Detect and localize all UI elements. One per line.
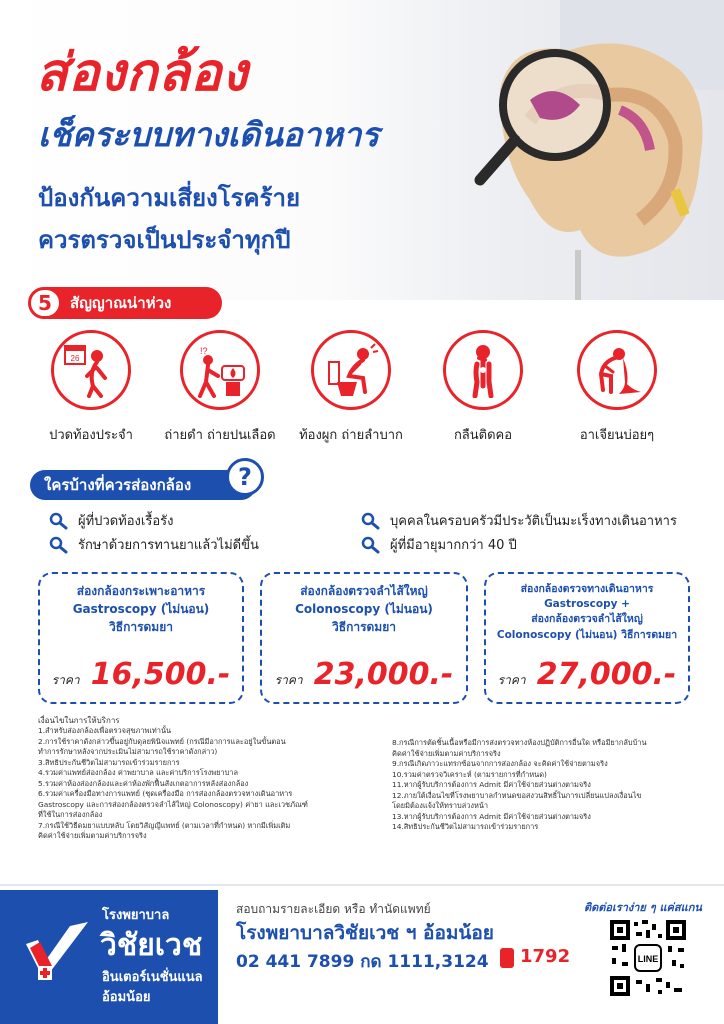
who-item — [360, 510, 677, 531]
condition-line: 10.รวมค่าตรวจวิเคราะห์ (ตามรายการที่กำหนด) — [392, 769, 547, 779]
symptom-item — [552, 330, 682, 445]
package-line: Colonoscopy (ไม่นอน) วิธีการดมยา — [496, 628, 678, 641]
condition-line: 4.รวมค่าแพทย์ส่องกล้อง ค่าพยาบาล และค่าบริการโรงพยาบาล — [38, 768, 238, 778]
question-mark-badge: ? — [226, 458, 264, 496]
line-qr-code[interactable] — [608, 918, 688, 998]
signs-banner — [30, 287, 222, 319]
constipation-icon — [311, 330, 391, 410]
symptom-item — [286, 330, 416, 445]
phone-number[interactable]: 02 441 7899 กด 1111,3124 — [236, 952, 489, 972]
condition-line: โดยมิต้องแจ้งให้ทราบล่วงหน้า — [392, 801, 489, 811]
package-line: ส่องกล้องกระเพาะอาหาร — [76, 584, 206, 598]
tagline-2: ควรตรวจเป็นประจำทุกปี — [38, 226, 291, 254]
scan-prompt: ติดต่อเราง่าย ๆ แค่สแกน — [584, 901, 702, 914]
main-title: ส่องกล้อง — [36, 43, 248, 103]
symptom-label: อาเจียนบ่อยๆ — [579, 428, 655, 443]
abdominal-pain-icon — [51, 330, 131, 410]
signs-number: 5 — [28, 287, 62, 319]
who-banner — [30, 470, 256, 500]
logo-text-4: อ้อมน้อย — [102, 990, 151, 1005]
package-card-colonoscopy — [260, 572, 468, 704]
conditions-right — [392, 738, 712, 833]
condition-line: 6.รวมค่าเครื่องมือทางการแพทย์ (ชุดเครื่องมือ การส่องกล้องตรวจทางเดินอาหาร — [38, 789, 293, 799]
who-title: ใครบ้างที่ควรส่องกล้อง — [44, 476, 192, 494]
who-item — [48, 510, 173, 531]
who-item-text: ผู้ที่มีอายุมากกว่า 40 ปี — [390, 538, 517, 553]
who-item-text: ผู้ที่ปวดท้องเรื้อรัง — [78, 514, 174, 529]
condition-line: 11.หากผู้รับบริการต้องการ Admit มีค่าใช้จ่ายส่วนต่างตามจริง — [392, 780, 591, 790]
phone-icon — [500, 948, 514, 968]
who-item — [48, 534, 259, 555]
condition-line: 3.สิทธิประกันชีวิตไม่สามารถเข้าร่วมรายการ — [38, 757, 180, 767]
price-value: 16,500.- — [90, 657, 231, 692]
symptom-item — [155, 330, 285, 445]
sub-title: เช็คระบบทางเดินอาหาร — [38, 115, 380, 154]
signs-title: สัญญาณน่าห่วง — [70, 294, 172, 312]
symptom-item — [418, 330, 548, 445]
price-label: ราคา — [497, 673, 526, 687]
condition-line: 14.สิทธิประกันชีวิตไม่สามารถเข้าร่วมรายการ — [392, 822, 539, 832]
package-line: ส่องกล้องตรวจลำไส้ใหญ่ — [531, 613, 643, 626]
price-label: ราคา — [274, 673, 303, 687]
condition-line: 7.กรณีใช้วิธีดมยาแบบหลับ โดยวิสัญญีแพทย์ (ตามเวลาที่กำหนด) หากมีเพิ่มเติม — [38, 820, 291, 830]
package-line: Gastroscopy (ไม่นอน) — [72, 602, 210, 616]
swallowing-difficulty-icon — [443, 330, 523, 410]
svg-text:!?: !? — [200, 346, 208, 356]
conditions-title: เงื่อนไขในการให้บริการ — [38, 716, 120, 725]
condition-line: 12.ภายใต้เงื่อนไขที่โรงพยาบาลกำหนดขอสงวนสิทธิ์ในการเปลี่ยนแปลงเงื่อนไข — [392, 790, 642, 800]
package-line: ส่องกล้องตรวจลำไส้ใหญ่ — [300, 584, 428, 598]
condition-line: 5.รวมค่าห้องส่องกล้องและค่าห้องพักฟื้นสังเกตอาการหลังส่องกล้อง — [38, 778, 249, 788]
price-label: ราคา — [51, 673, 80, 687]
package-line: Gastroscopy + — [544, 598, 630, 611]
magnifier-icon — [48, 536, 70, 554]
bloody-stool-icon — [180, 330, 260, 410]
symptom-label: ท้องผูก ถ่ายลำบาก — [299, 428, 403, 443]
hospital-name: โรงพยาบาลวิชัยเวช ฯ อ้อมน้อย — [236, 922, 494, 944]
inquiry-text: สอบถามรายละเอียด หรือ ทำนัดแพทย์ — [236, 902, 431, 916]
package-line: วิธีการดมยา — [109, 620, 173, 634]
checkmark-logo-icon — [22, 918, 92, 990]
magnifier-icon — [360, 536, 382, 554]
price-value: 27,000.- — [536, 657, 677, 692]
condition-line: คิดค่าใช้จ่ายเพิ่มตามค่าบริการจริง — [38, 831, 147, 841]
magnifier-icon — [360, 512, 382, 530]
logo-text-2: วิชัยเวช — [100, 928, 203, 963]
symptom-label: ปวดท้องประจำ — [49, 428, 133, 443]
condition-line: 13.หากผู้รับบริการต้องการ Admit มีค่าใช้จ่ายส่วนต่างตามจริง — [392, 811, 591, 821]
package-line: Colonoscopy (ไม่นอน) — [295, 602, 433, 616]
condition-line: คิดค่าใช้จ่ายเพิ่มตามค่าบริการจริง — [392, 748, 501, 758]
package-line: ส่องกล้องตรวจทางเดินอาหาร — [520, 583, 654, 595]
calendar-day: 26 — [70, 354, 80, 363]
who-item-text: รักษาด้วยการทานยาแล้วไม่ดีขึ้น — [78, 538, 259, 553]
condition-line: ที่ใช้ในการส่องกล้อง — [38, 810, 103, 820]
package-card-gastroscopy — [38, 572, 244, 704]
package-line: วิธีการดมยา — [332, 620, 396, 634]
symptom-label: ถ่ายดำ ถ่ายปนเลือด — [164, 428, 276, 443]
condition-line: 1.สำหรับส่องกล้องเพื่อตรวจสุขภาพเท่านั้น — [38, 726, 172, 735]
condition-line: 8.กรณีการตัดชิ้นเนื้อหรือมีการส่งตรวจทางห้องปฏิบัติการอื่นใด หรือมียากลับบ้าน — [392, 738, 647, 747]
logo-text-3: อินเตอร์เนชั่นแนล — [102, 970, 203, 985]
line-label: LINE — [637, 954, 659, 964]
tagline-1: ป้องกันความเสี่ยงโรคร้าย — [38, 184, 301, 212]
vomiting-icon — [577, 330, 657, 410]
magnifier-icon — [48, 512, 70, 530]
price-value: 23,000.- — [313, 657, 454, 692]
condition-line: 9.กรณีเกิดภาวะแทรกซ้อนจากการส่องกล้อง จะคิดค่าใช้จ่ายตามจริง — [392, 759, 608, 769]
colon-model-illustration — [470, 0, 724, 300]
condition-line: 2.การใช้ราคาดังกล่าวขึ้นอยู่กับดุลยพินิจแพทย์ (กรณีมีอาการและอยู่ในขั้นตอน — [38, 736, 286, 746]
condition-line: ทำการรักษาหลังจากประเมินไม่สามารถใช้ราคาดังกล่าว) — [38, 747, 218, 757]
symptom-label: กลืนติดคอ — [453, 428, 513, 443]
hotline-number[interactable]: 1792 — [520, 946, 571, 967]
who-item-text: บุคคลในครอบครัวมีประวัติเป็นมะเร็งทางเดินอาหาร — [390, 514, 677, 529]
package-card-combined — [484, 572, 690, 704]
who-item — [360, 534, 517, 555]
conditions-left — [38, 726, 368, 842]
logo-text-1: โรงพยาบาล — [102, 908, 170, 923]
condition-line: Gastroscopy และการส่องกล้องตรวจลำไส้ใหญ่ Colonoscopy) ค่ายา และเวชภัณฑ์ — [38, 799, 308, 809]
symptom-item — [26, 330, 156, 445]
